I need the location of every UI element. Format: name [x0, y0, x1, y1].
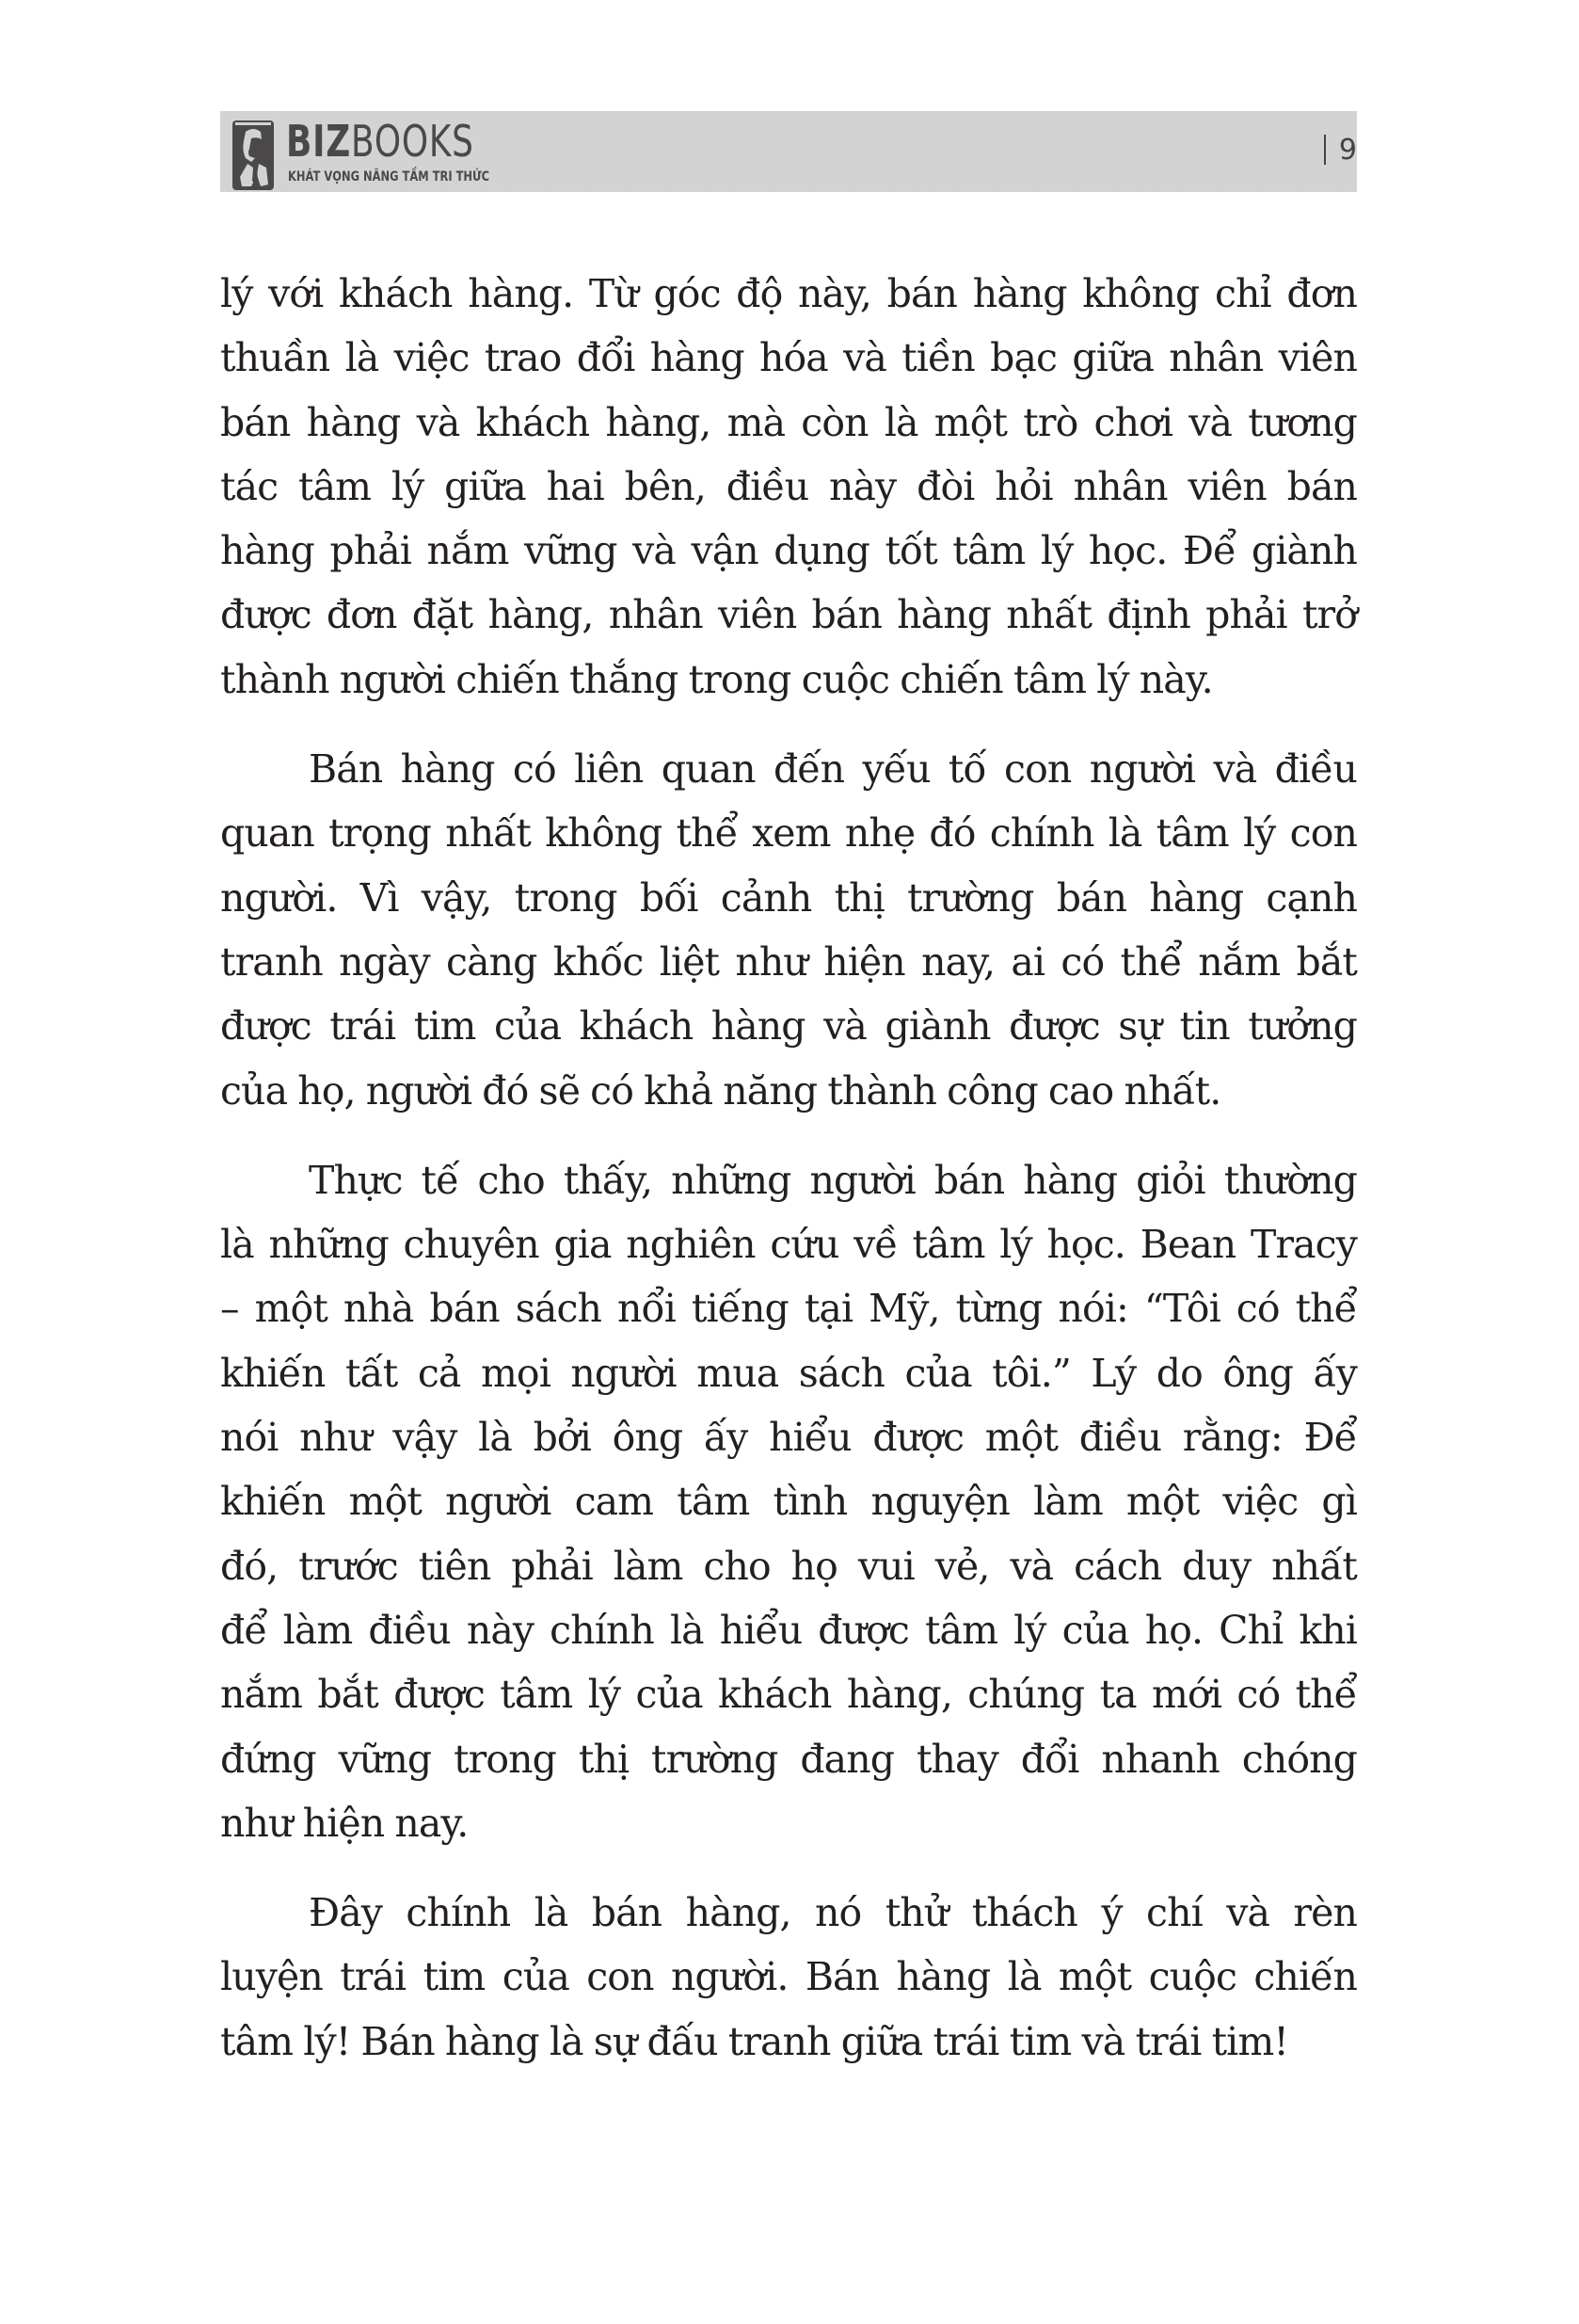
paragraph: [220, 1148, 1357, 1855]
text-line: thành người chiến thắng trong cuộc chiến tâm lý này.: [220, 656, 1213, 702]
brand-wordmark-bold: BIZ: [286, 116, 352, 167]
text-line: để làm điều này chính là hiểu được tâm lý của họ. Chỉ khi: [220, 1607, 1357, 1653]
text-line: thuần là việc trao đổi hàng hóa và tiền bạc giữa nhân viên: [220, 335, 1357, 381]
text-line: Thực tế cho thấy, những người bán hàng giỏi thường: [309, 1157, 1357, 1203]
brand-tagline: KHÁT VỌNG NÂNG TẦM TRI THỨC: [288, 169, 490, 184]
bizbooks-logo-icon: [232, 120, 274, 190]
text-line: khiến một người cam tâm tình nguyện làm một việc gì: [220, 1479, 1357, 1525]
text-line: Bán hàng có liên quan đến yếu tố con người và điều: [309, 746, 1357, 793]
text-line: hàng phải nắm vững và vận dụng tốt tâm lý học. Để giành: [220, 528, 1357, 574]
brand-wordmark: [286, 117, 474, 166]
text-line: tác tâm lý giữa hai bên, điều này đòi hỏi nhân viên bán: [220, 463, 1357, 509]
paragraph: [220, 262, 1357, 712]
text-line: tranh ngày càng khốc liệt như hiện nay, ai có thể nắm bắt: [220, 938, 1357, 985]
text-line: khiến tất cả mọi người mua sách của tôi.” Lý do ông ấy: [220, 1350, 1357, 1396]
page-number-separator: [1324, 135, 1326, 165]
text-line: quan trọng nhất không thể xem nhẹ đó chính là tâm lý con: [220, 810, 1357, 857]
page-number: [1324, 132, 1357, 169]
brand-wordmark-light: BOOKS: [351, 116, 474, 167]
text-line: là những chuyên gia nghiên cứu về tâm lý học. Bean Tracy: [220, 1222, 1357, 1268]
text-line: đó, trước tiên phải làm cho họ vui vẻ, và cách duy nhất: [220, 1543, 1357, 1589]
text-line: đứng vững trong thị trường đang thay đổi nhanh chóng: [220, 1736, 1357, 1782]
page-number-value: 9: [1338, 134, 1357, 167]
paragraph: [220, 737, 1357, 1123]
text-line: lý với khách hàng. Từ góc độ này, bán hàng không chỉ đơn: [220, 271, 1357, 316]
text-line: nắm bắt được tâm lý của khách hàng, chúng ta mới có thể: [220, 1672, 1357, 1718]
header-scalloped-edge: [220, 188, 1357, 196]
paragraph: [220, 1881, 1357, 2074]
body-text: [220, 262, 1357, 2099]
text-line: – một nhà bán sách nổi tiếng tại Mỹ, từng nói: “Tôi có thể: [220, 1286, 1357, 1332]
text-line: được đơn đặt hàng, nhân viên bán hàng nhất định phải trở: [220, 592, 1357, 638]
text-line: người. Vì vậy, trong bối cảnh thị trường bán hàng cạnh: [220, 874, 1357, 921]
text-line: được trái tim của khách hàng và giành được sự tin tưởng: [220, 1003, 1357, 1050]
text-line: như hiện nay.: [220, 1800, 469, 1846]
text-line: luyện trái tim của con người. Bán hàng là một cuộc chiến: [220, 1954, 1357, 2000]
text-line: tâm lý! Bán hàng là sự đấu tranh giữa trái tim và trái tim!: [220, 2018, 1288, 2064]
text-line: bán hàng và khách hàng, mà còn là một trò chơi và tương: [220, 399, 1357, 445]
text-line: Đây chính là bán hàng, nó thử thách ý chí và rèn: [309, 1890, 1357, 1936]
text-line: của họ, người đó sẽ có khả năng thành công cao nhất.: [220, 1067, 1221, 1114]
text-line: nói như vậy là bởi ông ấy hiểu được một điều rằng: Để: [220, 1415, 1357, 1461]
